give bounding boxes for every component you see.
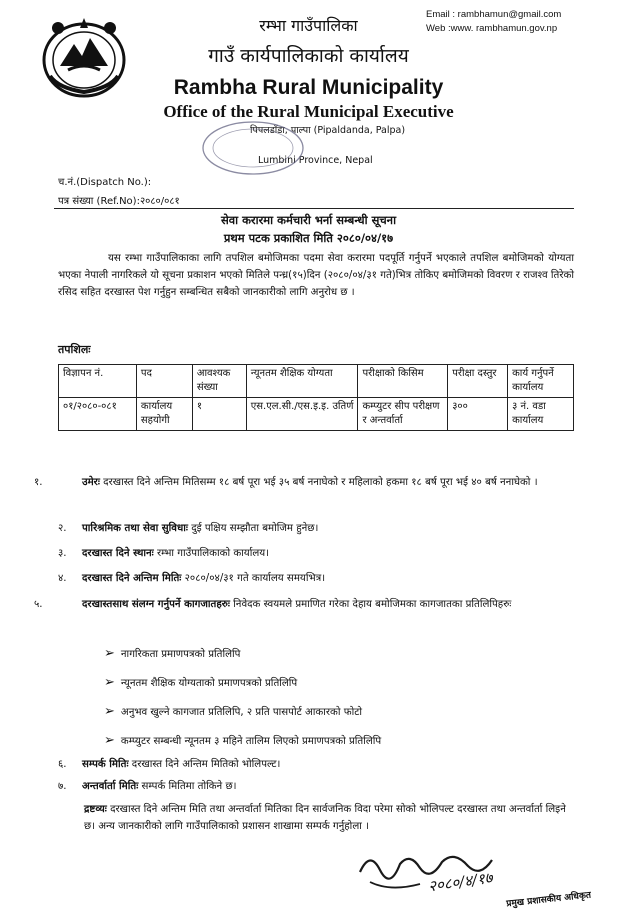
table-cell: १ xyxy=(192,398,246,431)
item-label: दरखास्त दिने अन्तिम मितिः xyxy=(82,573,182,584)
vacancy-table xyxy=(58,364,574,431)
item-text: दरखास्त दिने अन्तिम मितिको भोलिपल्ट। xyxy=(131,759,281,770)
list-item xyxy=(58,778,574,795)
item-label: उमेरः xyxy=(82,477,100,488)
signatory-designation: प्रमुख प्रशासकीय अधिकृत xyxy=(505,890,592,910)
arrow-icon: ➢ xyxy=(104,704,115,719)
np-municipality-name: रम्भा गाउँपालिका xyxy=(259,16,358,35)
header-cell: परीक्षा दस्तुर xyxy=(448,365,508,398)
list-item xyxy=(58,570,574,587)
notice-body: यस रम्भा गाउँपालिकाका लागि तपशिल बमोजिमका पदमा सेवा करारमा पदपूर्ति गर्नुपर्ने भएकाले तपशिल बमोजिमको योग्यता भएका नेपाली नागरिकले यो सूचना प्रकाशन भएको मितिले पन्ध्र(१५)दिन (२०८०/०४/३१ गते)भित्र तोकिए बमोजिमको विवरण र राजश्व तिरेको रसिद सहित दरखास्त पेश गर्नुहुन सम्बन्धित सबैको जानकारीको लागि अनुरोध छ । xyxy=(58,253,574,298)
arrow-icon: ➢ xyxy=(104,646,115,661)
tapsil-label: तपशिलः xyxy=(58,343,91,356)
item-text: दरखास्त दिने अन्तिम मितिसम्म १८ बर्ष पूरा भई ३५ बर्ष ननाघेको र महिलाको हकमा १८ बर्ष पूरा भई ४० बर्ष ननाघेको । xyxy=(103,477,538,488)
item-number: २. xyxy=(58,523,67,534)
notice-title: सेवा करारमा कर्मचारी भर्ना सम्बन्धी सूचना xyxy=(220,213,397,227)
item-text: रम्भा गाउँपालिकाको कार्यालय। xyxy=(156,548,270,559)
dispatch-number: च.नं.(Dispatch No.): xyxy=(58,177,152,188)
np-office-name: गाउँ कार्यपालिकाको कार्यालय xyxy=(208,45,409,67)
signature-date: २०८०/४/१७ xyxy=(427,868,494,896)
table-cell: एस.एल.सी./एस.इ.इ. उतिर्ण xyxy=(246,398,358,431)
arrow-icon: ➢ xyxy=(104,675,115,690)
table-cell: ३ नं. वडा कार्यालय xyxy=(508,398,574,431)
item-number: ४. xyxy=(58,573,67,584)
table-cell: कम्प्युटर सीप परीक्षण र अन्तर्वार्ता xyxy=(358,398,448,431)
table-cell: ३०० xyxy=(448,398,508,431)
address-line-2: Lumbini Province, Nepal xyxy=(258,155,373,166)
arrow-icon: ➢ xyxy=(104,733,115,748)
header-cell: पद xyxy=(136,365,192,398)
website-text: Web :www. rambhamun.gov.np xyxy=(426,23,558,34)
header-cell: न्यूनतम शैक्षिक योग्यता xyxy=(246,365,358,398)
list-item xyxy=(34,596,598,613)
header-cell: आवश्यक संख्या xyxy=(192,365,246,398)
header-cell: परीक्षाको किसिम xyxy=(358,365,448,398)
table-cell: ०१/२०८०-०८१ xyxy=(59,398,137,431)
item-number: ३. xyxy=(58,548,67,559)
divider-line xyxy=(54,208,574,209)
reference-number: पत्र संख्या (Ref.No):२०८०/०८१ xyxy=(58,196,180,207)
table-row xyxy=(59,398,574,431)
address-line-1: पिपलडाँडा, पाल्पा (Pipaldanda, Palpa) xyxy=(250,125,406,136)
table-cell: कार्यालय सहयोगी xyxy=(136,398,192,431)
item-label: अन्तर्वार्ता मितिः xyxy=(82,781,139,792)
document-item: ➢ न्यूनतम शैक्षिक योग्यताको प्रमाणपत्रको प्रतिलिपि xyxy=(104,675,298,690)
item-text: निवेदक स्वयमले प्रमाणित गरेका देहाय बमोजिमका कागजातका प्रतिलिपिहरुः xyxy=(233,599,512,610)
list-item xyxy=(34,474,598,491)
item-number: ६. xyxy=(58,759,67,770)
header-cell: विज्ञापन नं. xyxy=(59,365,137,398)
list-item xyxy=(58,520,574,537)
item-label: दरखास्त दिने स्थानः xyxy=(82,548,154,559)
notice-date-line: प्रथम पटक प्रकाशित मिति २०८०/०४/१७ xyxy=(223,231,394,245)
table-header-row xyxy=(59,365,574,398)
item-text: दुई पक्षिय सम्झौता बमोजिम हुनेछ। xyxy=(191,523,319,534)
en-office-name: Office of the Rural Municipal Executive xyxy=(163,102,454,121)
office-stamp xyxy=(198,118,308,178)
note-label: द्रष्टव्यः xyxy=(84,804,107,815)
list-item xyxy=(58,756,574,773)
item-label: दरखास्तसाथ संलग्न गर्नुपर्ने कागजातहरुः xyxy=(82,599,230,610)
document-item: ➢ अनुभव खुल्ने कागजात प्रतिलिपि, २ प्रति पासपोर्ट आकारको फोटो xyxy=(104,704,362,719)
item-number: ७. xyxy=(58,781,67,792)
document-item: ➢ कम्प्युटर सम्बन्धी न्यूनतम ३ महिने तालिम लिएको प्रमाणपत्रको प्रतिलिपि xyxy=(104,733,382,748)
item-number: ५. xyxy=(34,599,43,610)
email-text: Email : rambhamun@gmail.com xyxy=(426,9,562,20)
note-text: दरखास्त दिने अन्तिम मिति तथा अन्तर्वार्ता मितिका दिन सार्वजनिक विदा परेमा सोको भोलिपल्ट दरखास्त तथा अन्तर्वार्ता लिइने छ। अन्य जानकारीको लागि गाउँपालिकाको प्रशासन शाखामा सम्पर्क गर्नुहोला । xyxy=(84,804,566,832)
note-paragraph xyxy=(84,801,574,835)
document-item: ➢ नागरिकता प्रमाणपत्रको प्रतिलिपि xyxy=(104,646,241,661)
header-cell: कार्य गर्नुपर्ने कार्यालय xyxy=(508,365,574,398)
item-label: सम्पर्क मितिः xyxy=(82,759,129,770)
list-item xyxy=(58,545,574,562)
item-label: पारिश्रमिक तथा सेवा सुविधाः xyxy=(82,523,188,534)
item-number: १. xyxy=(34,477,43,488)
en-municipality-name: Rambha Rural Municipality xyxy=(173,76,444,99)
item-text: सम्पर्क मितिमा तोकिने छ। xyxy=(141,781,237,792)
item-text: २०८०/०४/३१ गते कार्यालय समयभित्र। xyxy=(184,573,326,584)
